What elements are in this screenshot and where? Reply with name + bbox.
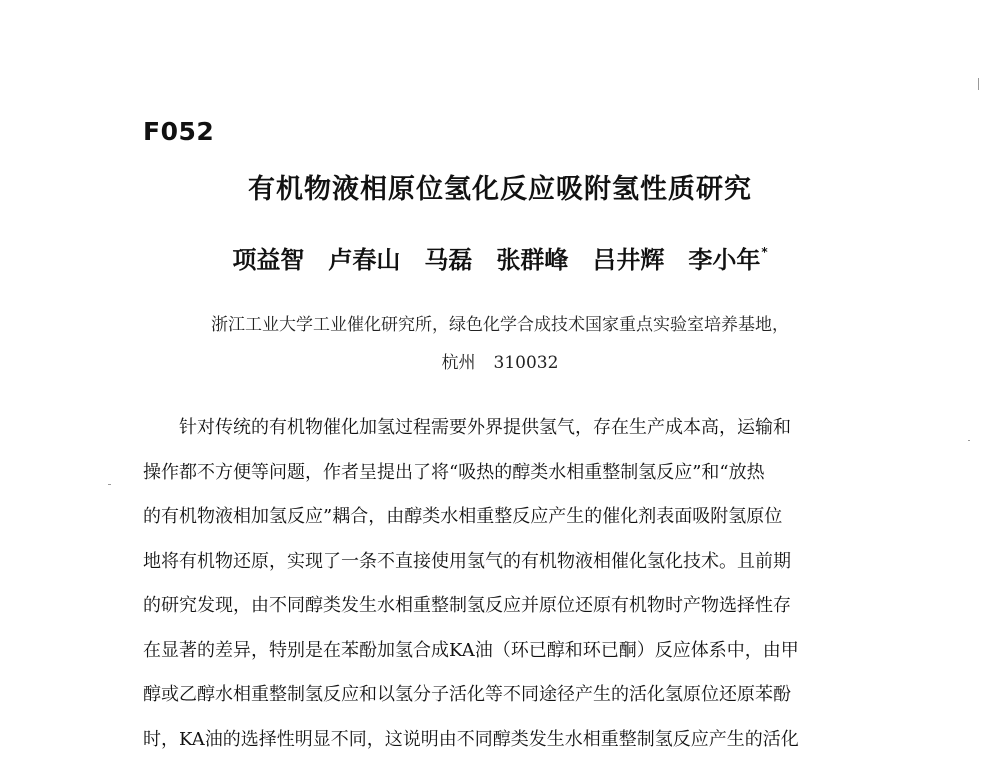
author-name: 项益智 xyxy=(232,246,304,274)
author-name: 李小年 xyxy=(688,246,760,274)
body-line: 操作都不方便等问题，作者呈提出了将“吸热的醇类水相重整制氢反应”和“放热 xyxy=(143,451,873,496)
author-name: 吕井辉 xyxy=(592,246,664,274)
affiliation-line: 浙江工业大学工业催化研究所，绿色化学合成技术国家重点实验室培养基地， xyxy=(0,310,1000,335)
paper-code: F052 xyxy=(143,117,214,146)
author-name: 卢春山 xyxy=(328,246,400,274)
body-line: 醇或乙醇水相重整制氢反应和以氢分子活化等不同途径产生的活化氢原位还原苯酚 xyxy=(143,673,873,718)
abstract-body xyxy=(143,406,873,762)
scan-speck xyxy=(968,440,970,441)
affiliation-city: 杭州 xyxy=(442,353,476,373)
body-line: 在显著的差异，特别是在苯酚加氢合成KA油（环已醇和环已酮）反应体系中，由甲 xyxy=(143,629,873,674)
paper-title: 有机物液相原位氢化反应吸附氢性质研究 xyxy=(0,167,1000,206)
affiliation-zip: 310032 xyxy=(494,353,559,373)
corresponding-author-mark: * xyxy=(761,245,767,259)
body-line: 地将有机物还原，实现了一条不直接使用氢气的有机物液相催化氢化技术。且前期 xyxy=(143,540,873,585)
affiliation-address xyxy=(0,348,1000,373)
author-list xyxy=(0,240,1000,275)
body-line: 时，KA油的选择性明显不同，这说明由不同醇类发生水相重整制氢反应产生的活化 xyxy=(143,718,873,762)
author-name-corresponding xyxy=(688,246,767,274)
body-line: 针对传统的有机物催化加氢过程需要外界提供氢气，存在生产成本高，运输和 xyxy=(143,406,873,451)
author-name: 张群峰 xyxy=(496,246,568,274)
author-name: 马磊 xyxy=(424,246,472,274)
scan-speck xyxy=(108,484,111,485)
body-line: 的研究发现，由不同醇类发生水相重整制氢反应并原位还原有机物时产物选择性存 xyxy=(143,584,873,629)
body-line: 的有机物液相加氢反应”耦合，由醇类水相重整反应产生的催化剂表面吸附氢原位 xyxy=(143,495,873,540)
scan-speck xyxy=(978,78,979,90)
